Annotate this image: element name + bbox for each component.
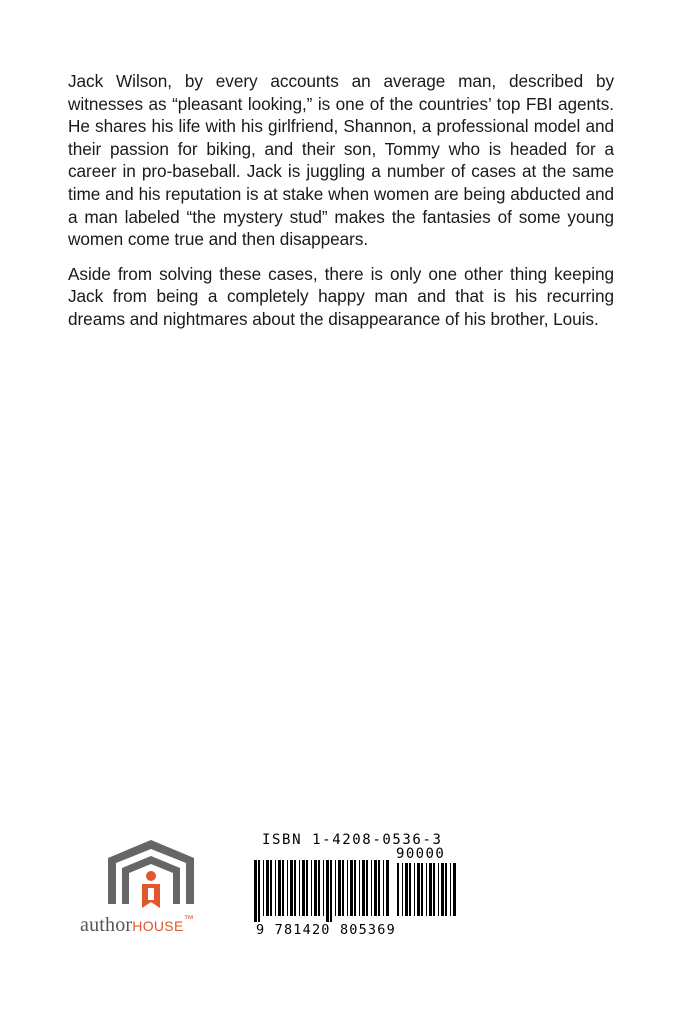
back-cover-blurb [68,70,614,343]
publisher-name-house: HOUSE [132,918,184,934]
ean13-barcode-icon [252,860,392,922]
ean-digits: 9 781420 805369 [256,922,396,938]
publisher-name [80,914,194,937]
house-book-logo-icon [106,838,196,912]
addon-barcode-icon [395,863,457,922]
isbn-label: ISBN 1-4208-0536-3 [262,832,443,848]
publisher-name-author: author [80,914,133,936]
price-code: 90000 [396,846,446,862]
blurb-paragraph-2: Aside from solving these cases, there is only one other thing keeping Jack from being a completely happy man and that is his recurring dreams and nightmares about the disappearance of his brother, Louis. [68,263,614,329]
trademark-symbol: ™ [183,914,194,925]
publisher-logo [78,838,228,938]
blurb-paragraph-1: Jack Wilson, by every accounts an average man, described by witnesses as “pleasant looking,” is one of the countries’ top FBI agents. He shares his life with his girlfriend, Shannon, a professional model and their passion for biking, and their son, Tommy who is headed for a career in pro-baseball. Jack is juggling a number of cases at the same time and his reputation is at stake when women are being abducted and a man labeled “the mystery stud” makes the fantasies of some young women come true and then disappears. [68,71,614,250]
isbn-barcode [252,830,462,940]
